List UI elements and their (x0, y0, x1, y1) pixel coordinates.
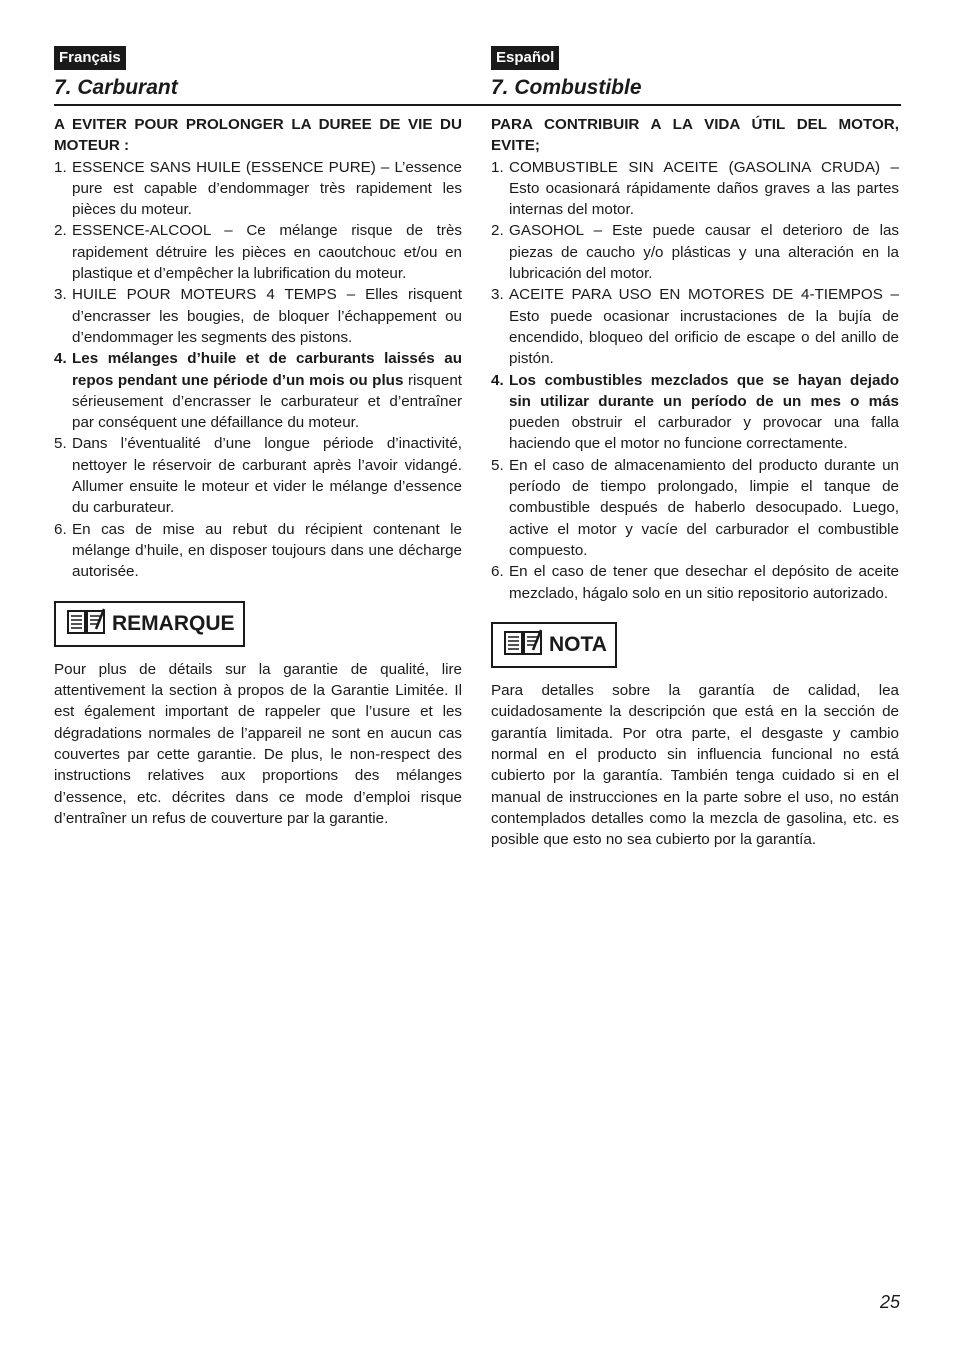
note-box-french (54, 601, 245, 647)
list-item: 1. ESSENCE SANS HUILE (ESSENCE PURE) – L’essence pure est capable d’endommager très rapidement les pièces du moteur. (54, 158, 462, 219)
section-title-french: 7. Carburant (54, 76, 178, 99)
list-item: 5. Dans l’éventualité d’une longue période d’inactivité, nettoyer le réservoir de carburant après l’avoir vidangé. Allumer ensuite le moteur et vider le mélange d’essence du carburateur. (54, 435, 462, 517)
list-item: 1. COMBUSTIBLE SIN ACEITE (GASOLINA CRUDA) – Esto ocasionará rápidamente daños graves a las partes internas del motor. (491, 158, 899, 219)
list-item: 4. Los combustibles mezclados que se hayan dejado sin utilizar durante un período de un mes o más pueden obstruir el carburador y provocar una falla haciendo que el motor no funcione correctamente. (491, 371, 899, 453)
note-text-french: Pour plus de détails sur la garantie de qualité, lire attentivement la section à propos de la Garantie Limitée. Il est également important de rappeler que l’usure et les dégradations normales de l’appareil ne sont en aucun cas couvertes par cette garantie. De plus, le non-respect des instructions relatives aux proportions des mélanges d’essence, etc. décrites dans ce mode d’emploi risque d’entraîner un refus de couverture par la garantie. (54, 660, 462, 827)
page-number: 25 (879, 1292, 900, 1312)
intro-heading-french: A EVITER POUR PROLONGER LA DUREE DE VIE DU MOTEUR : (54, 116, 462, 155)
list-item: 5. En el caso de almacenamiento del producto durante un período de tiempo prolongado, limpie el tanque de combustible después de haberlo desocupado. Luego, active el motor y vacíe del carburador el combustible compuesto. (491, 456, 899, 559)
note-text-spanish: Para detalles sobre la garantía de calidad, lea cuidadosamente la descripción que está en la sección de garantía limitada. Por otra parte, el desgaste y cambio normal en el producto sin influencia funcional no está cubierto por la garantía. También tenga cuidado si en el manual de instrucciones en la parte sobre el uso, no están contemplados detalles como la mezcla de gasolina, etc. es posible que esto no sea cubierto por la garantía. (491, 682, 899, 849)
french-header (54, 46, 462, 100)
list-item: 3. HUILE POUR MOTEURS 4 TEMPS – Elles risquent d’encrasser les bougies, de bloquer l’échappement ou d’endommager les segments des pistons. (54, 286, 462, 346)
note-box-spanish (491, 622, 617, 668)
list-item: 3. ACEITE PARA USO EN MOTORES DE 4-TIEMPOS – Esto puede ocasionar incrustaciones de la bujía de encendido, bloqueo del orificio de escape o del anillo de pistón. (491, 286, 899, 368)
warning-list-spanish (491, 157, 899, 604)
book-icon (66, 607, 106, 641)
list-item: 6. En cas de mise au rebut du récipient contenant le mélange d’huile, en disposer toujours dans une décharge autorisée. (54, 520, 462, 581)
spanish-body (491, 114, 899, 851)
section-title-spanish: 7. Combustible (491, 76, 642, 99)
spanish-header (491, 46, 899, 100)
header-divider (54, 104, 901, 106)
intro-heading-spanish: PARA CONTRIBUIR A LA VIDA ÚTIL DEL MOTOR, EVITE; (491, 116, 899, 155)
list-item: 6. En el caso de tener que desechar el depósito de aceite mezclado, hágalo solo en un sitio repositorio autorizado. (491, 563, 899, 602)
note-label-french: REMARQUE (112, 611, 235, 635)
french-body (54, 114, 462, 829)
language-tag-french: Français (54, 46, 126, 70)
note-label-spanish: NOTA (549, 632, 607, 656)
warning-list-french (54, 157, 462, 583)
book-icon (503, 628, 543, 662)
language-tag-spanish: Español (491, 46, 559, 70)
list-item: 2. ESSENCE-ALCOOL – Ce mélange risque de très rapidement détruire les pièces en caoutchouc et/ou en plastique et d’empêcher la lubrification du moteur. (54, 222, 462, 283)
list-item: 2. GASOHOL – Este puede causar el deterioro de las piezas de caucho y/o plásticas y una alteración en la lubricación del motor. (491, 222, 899, 283)
list-item: 4. Les mélanges d’huile et de carburants laissés au repos pendant une période d’un mois ou plus risquent sérieusement d’encrasser le carburateur et d’entraîner par conséquent une défaillance du moteur. (54, 350, 462, 432)
